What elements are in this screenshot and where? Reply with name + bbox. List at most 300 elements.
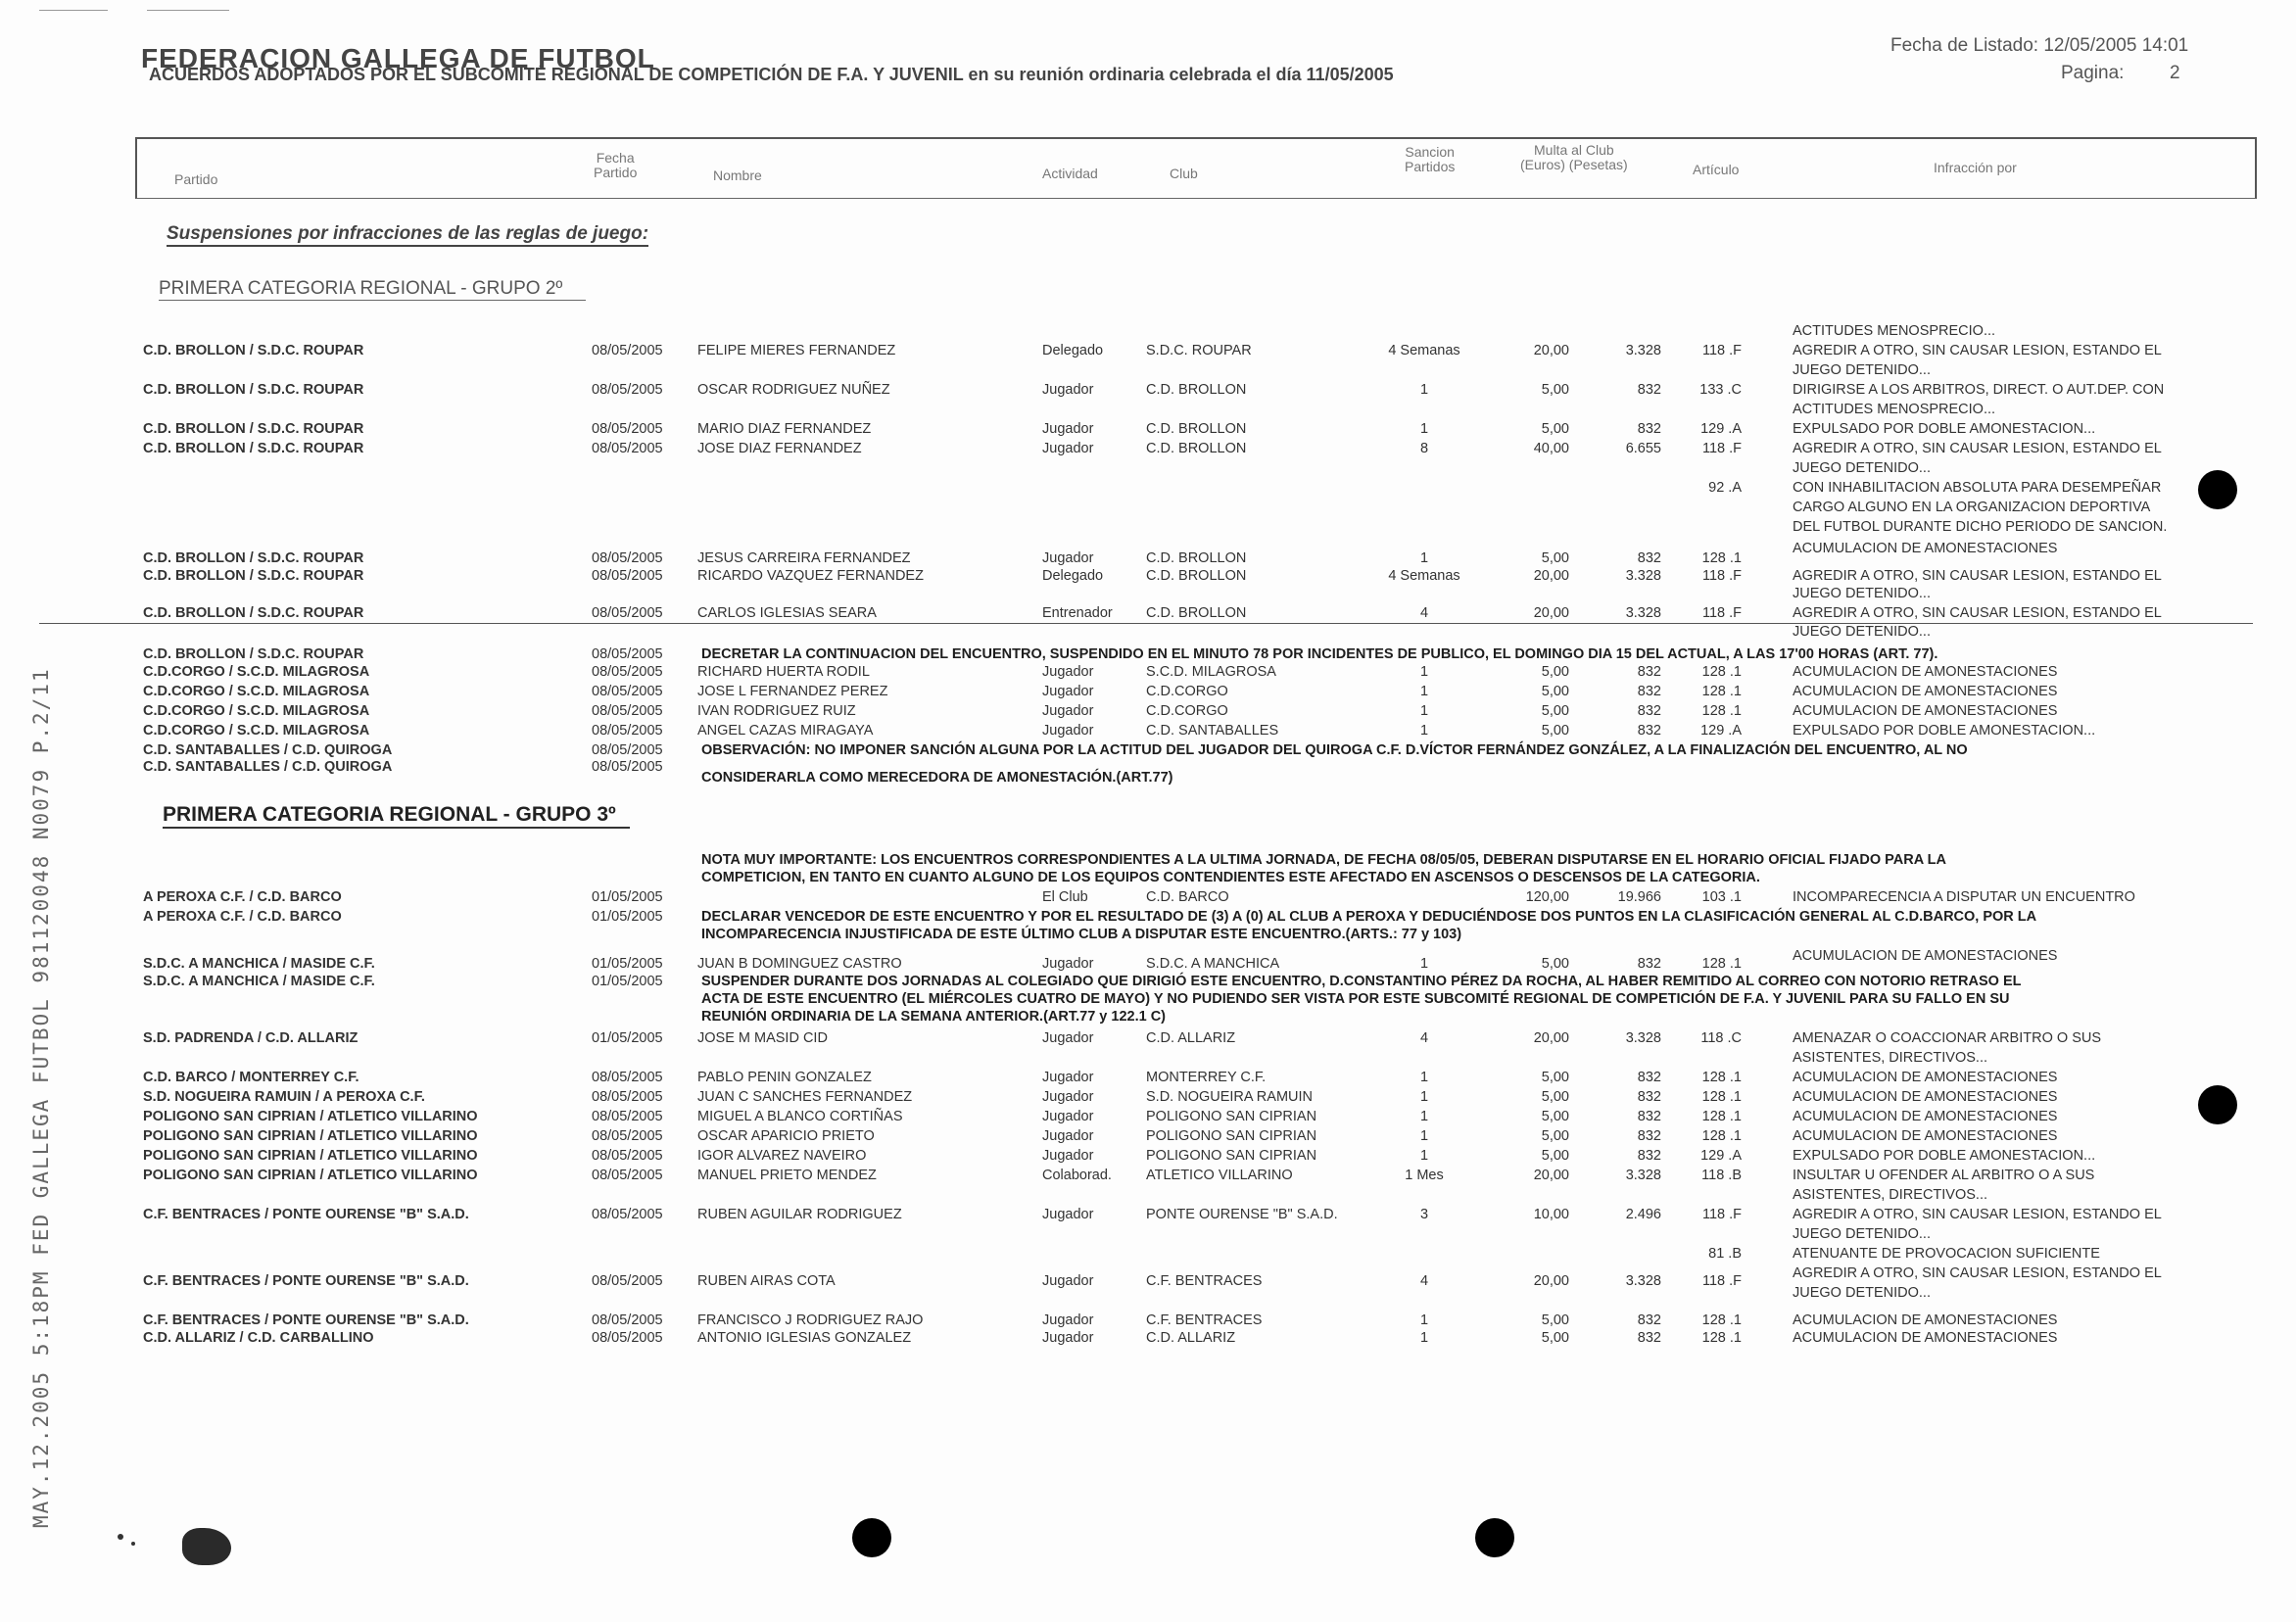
cell-partido: S.D. NOGUEIRA RAMUIN / A PEROXA C.F. <box>143 1089 425 1105</box>
col-fecha-line1: Fecha <box>596 150 635 166</box>
cell-infraccion: AGREDIR A OTRO, SIN CAUSAR LESION, ESTANDO EL <box>1793 441 2162 456</box>
cell-sancion: 1 <box>1419 421 1429 437</box>
cell-articulo: 128 .1 <box>1701 684 1742 699</box>
cell-pesetas: 832 <box>1637 1330 1661 1346</box>
cell-pesetas: 3.328 <box>1625 1168 1661 1183</box>
cell-sancion: 1 <box>1419 664 1429 680</box>
cell-infraccion: INSULTAR U OFENDER AL ARBITRO O A SUS <box>1793 1168 2095 1183</box>
ink-blot <box>182 1528 231 1565</box>
cell-club: C.D. BARCO <box>1146 889 1229 905</box>
cell-infraccion: ACUMULACION DE AMONESTACIONES <box>1793 703 2058 719</box>
cell-fecha: 08/05/2005 <box>592 1128 663 1144</box>
cell-euros: 20,00 <box>1533 568 1569 584</box>
cell-sancion: 1 <box>1419 1148 1429 1164</box>
cell-partido: C.F. BENTRACES / PONTE OURENSE "B" S.A.D. <box>143 1312 469 1328</box>
cell-nombre: MANUEL PRIETO MENDEZ <box>697 1168 877 1183</box>
cell-infraccion: AGREDIR A OTRO, SIN CAUSAR LESION, ESTANDO EL <box>1793 1265 2162 1281</box>
cell-euros: 5,00 <box>1541 664 1569 680</box>
cell-fecha: 08/05/2005 <box>592 703 663 719</box>
cell-actividad: Jugador <box>1042 441 1094 456</box>
cell-fecha: 01/05/2005 <box>592 889 663 905</box>
cell-articulo: 128 .1 <box>1701 1070 1742 1085</box>
cell-nombre: RICARDO VAZQUEZ FERNANDEZ <box>697 568 924 584</box>
cell-infraccion: AGREDIR A OTRO, SIN CAUSAR LESION, ESTANDO EL <box>1793 343 2162 358</box>
cell-infraccion: JUEGO DETENIDO... <box>1793 362 1931 378</box>
cell-partido: C.D. BROLLON / S.D.C. ROUPAR <box>143 343 364 358</box>
cell-articulo: 128 .1 <box>1701 1330 1742 1346</box>
cell-partido: C.D. BROLLON / S.D.C. ROUPAR <box>143 421 364 437</box>
cell-articulo: 103 .1 <box>1701 889 1742 905</box>
cell-club: POLIGONO SAN CIPRIAN <box>1146 1109 1317 1124</box>
cell-infraccion: ACUMULACION DE AMONESTACIONES <box>1793 684 2058 699</box>
cell-infraccion: ACTITUDES MENOSPRECIO... <box>1793 402 1996 417</box>
cell-infraccion: ASISTENTES, DIRECTIVOS... <box>1793 1187 1988 1203</box>
cell-club: C.D.CORGO <box>1146 703 1228 719</box>
cell-fecha: 08/05/2005 <box>592 1109 663 1124</box>
group2-title: PRIMERA CATEGORIA REGIONAL - GRUPO 2º <box>159 278 586 301</box>
cell-partido: S.D.C. A MANCHICA / MASIDE C.F. <box>143 974 375 989</box>
cell-euros: 5,00 <box>1541 382 1569 398</box>
cell-partido: C.D. BROLLON / S.D.C. ROUPAR <box>143 605 364 621</box>
cell-sancion: 1 <box>1419 684 1429 699</box>
cell-pesetas: 832 <box>1637 956 1661 972</box>
col-club: Club <box>1170 166 1198 181</box>
cell-nota: REUNIÓN ORDINARIA DE LA SEMANA ANTERIOR.(ART.77 y 122.1 C) <box>701 1009 1166 1025</box>
cell-infraccion: JUEGO DETENIDO... <box>1793 586 1931 601</box>
cell-actividad: Jugador <box>1042 703 1094 719</box>
cell-partido: C.D.CORGO / S.C.D. MILAGROSA <box>143 664 370 680</box>
cell-actividad: Jugador <box>1042 1148 1094 1164</box>
cell-club: POLIGONO SAN CIPRIAN <box>1146 1148 1317 1164</box>
cell-sancion: 1 <box>1419 382 1429 398</box>
cell-club: ATLETICO VILLARINO <box>1146 1168 1293 1183</box>
cell-pesetas: 832 <box>1637 664 1661 680</box>
cell-euros: 5,00 <box>1541 1089 1569 1105</box>
cell-fecha: 08/05/2005 <box>592 684 663 699</box>
cell-partido: C.D. ALLARIZ / C.D. CARBALLINO <box>143 1330 374 1346</box>
cell-infraccion: ACUMULACION DE AMONESTACIONES <box>1793 1312 2058 1328</box>
cell-euros: 5,00 <box>1541 550 1569 566</box>
cell-partido: POLIGONO SAN CIPRIAN / ATLETICO VILLARINO <box>143 1128 478 1144</box>
cell-nombre: MARIO DIAZ FERNANDEZ <box>697 421 872 437</box>
col-multa-line2: (Euros) (Pesetas) <box>1520 157 1628 172</box>
cell-club: MONTERREY C.F. <box>1146 1070 1267 1085</box>
cell-partido: C.D. BARCO / MONTERREY C.F. <box>143 1070 359 1085</box>
cell-pesetas: 832 <box>1637 684 1661 699</box>
cell-infraccion: CON INHABILITACION ABSOLUTA PARA DESEMPEÑAR <box>1793 480 2162 496</box>
ink-speck <box>118 1534 123 1540</box>
cell-nombre: JUAN B DOMINGUEZ CASTRO <box>697 956 902 972</box>
cell-partido: C.F. BENTRACES / PONTE OURENSE "B" S.A.D. <box>143 1207 469 1222</box>
cell-articulo: 81 .B <box>1708 1246 1742 1262</box>
cell-articulo: 118 .F <box>1701 605 1742 621</box>
cell-sancion: 1 <box>1419 1128 1429 1144</box>
cell-club: C.F. BENTRACES <box>1146 1273 1263 1289</box>
cell-infraccion: ACUMULACION DE AMONESTACIONES <box>1793 541 2058 556</box>
cell-fecha: 08/05/2005 <box>592 664 663 680</box>
cell-infraccion: AGREDIR A OTRO, SIN CAUSAR LESION, ESTANDO EL <box>1793 568 2162 584</box>
cell-pesetas: 832 <box>1637 1312 1661 1328</box>
cell-nombre: CARLOS IGLESIAS SEARA <box>697 605 877 621</box>
cell-nombre: FRANCISCO J RODRIGUEZ RAJO <box>697 1312 924 1328</box>
cell-euros: 20,00 <box>1533 343 1569 358</box>
cell-nombre: RUBEN AIRAS COTA <box>697 1273 836 1289</box>
cell-articulo: 128 .1 <box>1701 956 1742 972</box>
cell-pesetas: 832 <box>1637 1109 1661 1124</box>
cell-infraccion: ACUMULACION DE AMONESTACIONES <box>1793 664 2058 680</box>
cell-actividad: Jugador <box>1042 1273 1094 1289</box>
cell-euros: 20,00 <box>1533 1273 1569 1289</box>
cell-actividad: Jugador <box>1042 1128 1094 1144</box>
cell-club: C.D. BROLLON <box>1146 441 1247 456</box>
cell-club: C.D. ALLARIZ <box>1146 1330 1236 1346</box>
cell-infraccion: AGREDIR A OTRO, SIN CAUSAR LESION, ESTANDO EL <box>1793 605 2162 621</box>
cell-partido: C.D.CORGO / S.C.D. MILAGROSA <box>143 723 370 739</box>
scan-dot <box>2198 470 2237 509</box>
cell-articulo: 128 .1 <box>1701 1128 1742 1144</box>
col-articulo: Artículo <box>1693 162 1740 177</box>
page-subtitle: ACUERDOS ADOPTADOS POR EL SUBCOMITÉ REGIONAL DE COMPETICIÓN DE F.A. Y JUVENIL en su reunión ordinaria celebrada el día 11/05/2005 <box>149 65 1394 84</box>
cell-nota: OBSERVACIÓN: NO IMPONER SANCIÓN ALGUNA POR LA ACTITUD DEL JUGADOR DEL QUIROGA C.F. D.VÍCTOR FERNÁNDEZ GONZÁLEZ, A LA FINALIZACIÓN DEL ENCUENTRO, AL NO <box>701 742 1968 758</box>
cell-sancion: 4 Semanas <box>1388 343 1460 358</box>
cell-articulo: 133 .C <box>1699 382 1742 398</box>
page-label: Pagina: <box>2061 63 2125 83</box>
cell-fecha: 08/05/2005 <box>592 1330 663 1346</box>
cell-euros: 5,00 <box>1541 703 1569 719</box>
cell-fecha: 08/05/2005 <box>592 382 663 398</box>
cell-sancion: 1 <box>1419 1312 1429 1328</box>
cell-partido: S.D. PADRENDA / C.D. ALLARIZ <box>143 1030 359 1046</box>
cell-sancion: 4 <box>1419 1273 1429 1289</box>
cell-pesetas: 832 <box>1637 703 1661 719</box>
cell-nota: INCOMPARECENCIA INJUSTIFICADA DE ESTE ÚLTIMO CLUB A DISPUTAR ESTE ENCUENTRO.(ARTS.: 77 y 103) <box>701 927 1462 942</box>
cell-nota: SUSPENDER DURANTE DOS JORNADAS AL COLEGIADO QUE DIRIGIÓ ESTE ENCUENTRO, D.CONSTANTINO PÉREZ DA ROCHA, AL HABER REMITIDO AL CORREO CON NOTORIO RETRASO EL <box>701 974 2022 989</box>
cell-pesetas: 3.328 <box>1625 343 1661 358</box>
col-multa <box>1520 143 1628 172</box>
page-number <box>2061 63 2180 84</box>
cell-sancion: 4 <box>1419 605 1429 621</box>
cell-actividad: Jugador <box>1042 382 1094 398</box>
cell-club: C.D.CORGO <box>1146 684 1228 699</box>
cell-partido: C.D. SANTABALLES / C.D. QUIROGA <box>143 759 393 775</box>
cell-fecha: 08/05/2005 <box>592 441 663 456</box>
cell-fecha: 08/05/2005 <box>592 1089 663 1105</box>
cell-infraccion: DIRIGIRSE A LOS ARBITROS, DIRECT. O AUT.DEP. CON <box>1793 382 2165 398</box>
cell-sancion: 1 <box>1419 550 1429 566</box>
cell-sancion: 1 <box>1419 1330 1429 1346</box>
cell-pesetas: 3.328 <box>1625 1273 1661 1289</box>
cell-nombre: JESUS CARREIRA FERNANDEZ <box>697 550 911 566</box>
cell-infraccion: JUEGO DETENIDO... <box>1793 1226 1931 1242</box>
cell-euros: 5,00 <box>1541 421 1569 437</box>
cell-actividad: Jugador <box>1042 550 1094 566</box>
cell-fecha: 08/05/2005 <box>592 343 663 358</box>
cell-articulo: 118 .F <box>1701 441 1742 456</box>
cell-sancion: 4 Semanas <box>1388 568 1460 584</box>
cell-sancion: 1 Mes <box>1405 1168 1444 1183</box>
col-sancion-line1: Sancion <box>1405 144 1455 160</box>
scan-dot <box>1475 1518 1514 1557</box>
cell-actividad: Colaborad. <box>1042 1168 1112 1183</box>
fax-stamp: MAY.12.2005 5:18PM FED GALLEGA FUTBOL 981120048 N0079 P.2/11 <box>29 667 53 1528</box>
cell-actividad: Jugador <box>1042 664 1094 680</box>
cell-club: C.D. SANTABALLES <box>1146 723 1279 739</box>
cell-partido: C.D. BROLLON / S.D.C. ROUPAR <box>143 646 364 662</box>
cell-partido: C.D. SANTABALLES / C.D. QUIROGA <box>143 742 393 758</box>
cell-infraccion: EXPULSADO POR DOBLE AMONESTACION... <box>1793 1148 2096 1164</box>
cell-infraccion: DEL FUTBOL DURANTE DICHO PERIODO DE SANCION. <box>1793 519 2168 535</box>
cell-articulo: 118 .F <box>1701 1207 1742 1222</box>
col-multa-line1: Multa al Club <box>1534 142 1614 158</box>
cell-pesetas: 3.328 <box>1625 1030 1661 1046</box>
cell-fecha: 08/05/2005 <box>592 1148 663 1164</box>
cell-partido: C.D.CORGO / S.C.D. MILAGROSA <box>143 703 370 719</box>
cell-fecha: 08/05/2005 <box>592 1207 663 1222</box>
cell-infraccion: ASISTENTES, DIRECTIVOS... <box>1793 1050 1988 1066</box>
cell-actividad: Entrenador <box>1042 605 1113 621</box>
cell-club: C.F. BENTRACES <box>1146 1312 1263 1328</box>
cell-club: S.D.C. A MANCHICA <box>1146 956 1280 972</box>
cell-articulo: 128 .1 <box>1701 1109 1742 1124</box>
col-sancion <box>1405 145 1455 174</box>
cell-fecha: 08/05/2005 <box>592 550 663 566</box>
cell-pesetas: 832 <box>1637 1089 1661 1105</box>
cell-infraccion: INCOMPARECENCIA A DISPUTAR UN ENCUENTRO <box>1793 889 2135 905</box>
listing-date: Fecha de Listado: 12/05/2005 14:01 <box>1890 35 2189 56</box>
cell-nombre: RICHARD HUERTA RODIL <box>697 664 870 680</box>
cell-club: C.D. BROLLON <box>1146 605 1247 621</box>
cell-fecha: 08/05/2005 <box>592 605 663 621</box>
cell-actividad: Jugador <box>1042 1070 1094 1085</box>
cell-sancion: 4 <box>1419 1030 1429 1046</box>
cell-sancion: 1 <box>1419 1070 1429 1085</box>
col-nombre: Nombre <box>713 167 762 183</box>
cell-actividad: Jugador <box>1042 1312 1094 1328</box>
cell-club: S.D.C. ROUPAR <box>1146 343 1252 358</box>
cell-actividad: Jugador <box>1042 684 1094 699</box>
cell-articulo: 128 .1 <box>1701 1312 1742 1328</box>
cell-actividad: Delegado <box>1042 568 1104 584</box>
cell-pesetas: 3.328 <box>1625 605 1661 621</box>
cell-infraccion: ACUMULACION DE AMONESTACIONES <box>1793 1330 2058 1346</box>
cell-fecha: 01/05/2005 <box>592 1030 663 1046</box>
cell-euros: 5,00 <box>1541 1070 1569 1085</box>
cell-nombre: OSCAR APARICIO PRIETO <box>697 1128 875 1144</box>
cell-pesetas: 832 <box>1637 550 1661 566</box>
cell-pesetas: 832 <box>1637 382 1661 398</box>
cell-nombre: OSCAR RODRIGUEZ NUÑEZ <box>697 382 890 398</box>
cell-nombre: JOSE M MASID CID <box>697 1030 828 1046</box>
cell-fecha: 01/05/2005 <box>592 909 663 925</box>
cell-articulo: 118 .F <box>1701 1273 1742 1289</box>
cell-partido: C.F. BENTRACES / PONTE OURENSE "B" S.A.D. <box>143 1273 469 1289</box>
cell-articulo: 128 .1 <box>1701 550 1742 566</box>
cell-nombre: JOSE L FERNANDEZ PEREZ <box>697 684 888 699</box>
cell-fecha: 08/05/2005 <box>592 568 663 584</box>
cell-nombre: FELIPE MIERES FERNANDEZ <box>697 343 896 358</box>
group3-title: PRIMERA CATEGORIA REGIONAL - GRUPO 3º <box>163 803 630 829</box>
cell-infraccion: ACUMULACION DE AMONESTACIONES <box>1793 1128 2058 1144</box>
cell-nombre: IGOR ALVAREZ NAVEIRO <box>697 1148 867 1164</box>
cell-euros: 5,00 <box>1541 1330 1569 1346</box>
cell-pesetas: 2.496 <box>1625 1207 1661 1222</box>
cell-infraccion: ACUMULACION DE AMONESTACIONES <box>1793 1070 2058 1085</box>
cell-articulo: 92 .A <box>1708 480 1742 496</box>
cell-euros: 20,00 <box>1533 1030 1569 1046</box>
col-sancion-line2: Partidos <box>1405 159 1456 174</box>
cell-fecha: 08/05/2005 <box>592 1273 663 1289</box>
cell-club: C.D. BROLLON <box>1146 382 1247 398</box>
cell-sancion: 8 <box>1419 441 1429 456</box>
scan-dot <box>2198 1085 2237 1124</box>
cell-fecha: 08/05/2005 <box>592 759 663 775</box>
cell-euros: 5,00 <box>1541 1148 1569 1164</box>
cell-infraccion: ACTITUDES MENOSPRECIO... <box>1793 323 1996 339</box>
cell-nota: COMPETICION, EN TANTO EN CUANTO ALGUNO DE LOS EQUIPOS CONTENDIENTES ESTE AFECTADO EN ASCENSOS O DESCENSOS DE LA CATEGORIA. <box>701 870 1760 885</box>
cell-partido: POLIGONO SAN CIPRIAN / ATLETICO VILLARINO <box>143 1109 478 1124</box>
cell-euros: 120,00 <box>1525 889 1569 905</box>
cell-actividad: Jugador <box>1042 421 1094 437</box>
cell-infraccion: ACUMULACION DE AMONESTACIONES <box>1793 948 2058 964</box>
cell-fecha: 08/05/2005 <box>592 742 663 758</box>
cell-fecha: 08/05/2005 <box>592 1312 663 1328</box>
cell-pesetas: 832 <box>1637 1070 1661 1085</box>
cell-pesetas: 19.966 <box>1617 889 1661 905</box>
cell-nota: ACTA DE ESTE ENCUENTRO (EL MIÉRCOLES CUATRO DE MAYO) Y NO PUDIENDO SER VISTA POR ESTE SUBCOMITÉ REGIONAL DE COMPETICIÓN DE F.A. Y JUVENIL PARA SU FALLO EN SU <box>701 991 2010 1007</box>
cell-euros: 10,00 <box>1533 1207 1569 1222</box>
cell-articulo: 129 .A <box>1700 723 1742 739</box>
cell-nombre: MIGUEL A BLANCO CORTIÑAS <box>697 1109 903 1124</box>
cell-pesetas: 832 <box>1637 1148 1661 1164</box>
ink-speck <box>131 1542 135 1546</box>
cell-actividad: Jugador <box>1042 1207 1094 1222</box>
cell-infraccion: CARGO ALGUNO EN LA ORGANIZACION DEPORTIVA <box>1793 500 2151 515</box>
cell-sancion: 1 <box>1419 723 1429 739</box>
cell-articulo: 118 .C <box>1700 1030 1742 1046</box>
cell-pesetas: 832 <box>1637 421 1661 437</box>
cell-infraccion: ATENUANTE DE PROVOCACION SUFICIENTE <box>1793 1246 2100 1262</box>
cell-club: POLIGONO SAN CIPRIAN <box>1146 1128 1317 1144</box>
cell-fecha: 08/05/2005 <box>592 1070 663 1085</box>
cell-nota: DECLARAR VENCEDOR DE ESTE ENCUENTRO Y POR EL RESULTADO DE (3) A (0) AL CLUB A PEROXA Y DEDUCIÉNDOSE DOS PUNTOS EN LA CLASIFICACIÓN GENERAL AL C.D.BARCO, POR LA <box>701 909 2037 925</box>
cell-euros: 5,00 <box>1541 956 1569 972</box>
scan-artifact-line <box>147 10 229 11</box>
cell-infraccion: ACUMULACION DE AMONESTACIONES <box>1793 1089 2058 1105</box>
col-fecha <box>594 151 637 180</box>
cell-euros: 20,00 <box>1533 605 1569 621</box>
cell-euros: 5,00 <box>1541 1312 1569 1328</box>
scan-artifact-line <box>39 10 108 11</box>
cell-articulo: 129 .A <box>1700 421 1742 437</box>
cell-fecha: 08/05/2005 <box>592 723 663 739</box>
cell-club: C.D. BROLLON <box>1146 550 1247 566</box>
cell-pesetas: 832 <box>1637 723 1661 739</box>
cell-nombre: ANGEL CAZAS MIRAGAYA <box>697 723 874 739</box>
cell-articulo: 118 .F <box>1701 343 1742 358</box>
cell-nombre: JUAN C SANCHES FERNANDEZ <box>697 1089 913 1105</box>
cell-articulo: 128 .1 <box>1701 1089 1742 1105</box>
cell-articulo: 118 .B <box>1701 1168 1742 1183</box>
cell-partido: A PEROXA C.F. / C.D. BARCO <box>143 889 342 905</box>
cell-pesetas: 6.655 <box>1625 441 1661 456</box>
cell-actividad: Jugador <box>1042 1030 1094 1046</box>
cell-actividad: Jugador <box>1042 1109 1094 1124</box>
cell-actividad: Jugador <box>1042 723 1094 739</box>
cell-euros: 40,00 <box>1533 441 1569 456</box>
cell-club: C.D. BROLLON <box>1146 568 1247 584</box>
cell-articulo: 128 .1 <box>1701 703 1742 719</box>
cell-partido: C.D. BROLLON / S.D.C. ROUPAR <box>143 568 364 584</box>
cell-nombre: RUBEN AGUILAR RODRIGUEZ <box>697 1207 902 1222</box>
cell-actividad: Jugador <box>1042 1089 1094 1105</box>
cell-fecha: 01/05/2005 <box>592 974 663 989</box>
cell-pesetas: 832 <box>1637 1128 1661 1144</box>
cell-fecha: 01/05/2005 <box>592 956 663 972</box>
cell-sancion: 1 <box>1419 956 1429 972</box>
cell-nombre: PABLO PENIN GONZALEZ <box>697 1070 872 1085</box>
col-partido: Partido <box>174 171 218 187</box>
cell-actividad: Delegado <box>1042 343 1104 358</box>
cell-infraccion: AMENAZAR O COACCIONAR ARBITRO O SUS <box>1793 1030 2102 1046</box>
cell-infraccion: EXPULSADO POR DOBLE AMONESTACION... <box>1793 723 2096 739</box>
cell-club: S.C.D. MILAGROSA <box>1146 664 1276 680</box>
cell-actividad: El Club <box>1042 889 1088 905</box>
cell-fecha: 08/05/2005 <box>592 421 663 437</box>
cell-euros: 5,00 <box>1541 723 1569 739</box>
cell-euros: 5,00 <box>1541 1128 1569 1144</box>
cell-sancion: 3 <box>1419 1207 1429 1222</box>
cell-partido: POLIGONO SAN CIPRIAN / ATLETICO VILLARINO <box>143 1168 478 1183</box>
cell-articulo: 129 .A <box>1700 1148 1742 1164</box>
cell-articulo: 118 .F <box>1701 568 1742 584</box>
cell-partido: A PEROXA C.F. / C.D. BARCO <box>143 909 342 925</box>
cell-articulo: 128 .1 <box>1701 664 1742 680</box>
cell-infraccion: JUEGO DETENIDO... <box>1793 460 1931 476</box>
cell-nota: NOTA MUY IMPORTANTE: LOS ENCUENTROS CORRESPONDIENTES A LA ULTIMA JORNADA, DE FECHA 08/05/05, DEBERAN DISPUTARSE EN EL HORARIO OFICIAL FIJADO PARA LA <box>701 852 1946 868</box>
cell-pesetas: 3.328 <box>1625 568 1661 584</box>
cell-infraccion: ACUMULACION DE AMONESTACIONES <box>1793 1109 2058 1124</box>
cell-sancion: 1 <box>1419 703 1429 719</box>
col-actividad: Actividad <box>1042 166 1098 181</box>
cell-club: PONTE OURENSE "B" S.A.D. <box>1146 1207 1338 1222</box>
column-header-box <box>135 137 2257 199</box>
scan-dot <box>852 1518 891 1557</box>
cell-infraccion: JUEGO DETENIDO... <box>1793 624 1931 640</box>
cell-actividad: Jugador <box>1042 1330 1094 1346</box>
page-title: FEDERACION GALLEGA DE FUTBOL <box>141 43 655 73</box>
cell-sancion: 1 <box>1419 1089 1429 1105</box>
cell-infraccion: EXPULSADO POR DOBLE AMONESTACION... <box>1793 421 2096 437</box>
cell-club: C.D. ALLARIZ <box>1146 1030 1236 1046</box>
cell-actividad: Jugador <box>1042 956 1094 972</box>
cell-nombre: ANTONIO IGLESIAS GONZALEZ <box>697 1330 912 1346</box>
cell-partido: C.D.CORGO / S.C.D. MILAGROSA <box>143 684 370 699</box>
section-suspensiones: Suspensiones por infracciones de las reglas de juego: <box>167 223 648 247</box>
cell-infraccion: AGREDIR A OTRO, SIN CAUSAR LESION, ESTANDO EL <box>1793 1207 2162 1222</box>
cell-club: S.D. NOGUEIRA RAMUIN <box>1146 1089 1313 1105</box>
col-infraccion: Infracción por <box>1934 160 2017 175</box>
cell-partido: S.D.C. A MANCHICA / MASIDE C.F. <box>143 956 375 972</box>
cell-euros: 20,00 <box>1533 1168 1569 1183</box>
cell-fecha: 08/05/2005 <box>592 646 663 662</box>
cell-nota: CONSIDERARLA COMO MERECEDORA DE AMONESTACIÓN.(ART.77) <box>701 770 1173 786</box>
cell-partido: C.D. BROLLON / S.D.C. ROUPAR <box>143 382 364 398</box>
cell-nombre: JOSE DIAZ FERNANDEZ <box>697 441 862 456</box>
cell-euros: 5,00 <box>1541 684 1569 699</box>
cell-partido: POLIGONO SAN CIPRIAN / ATLETICO VILLARINO <box>143 1148 478 1164</box>
page-value: 2 <box>2170 63 2180 83</box>
cell-infraccion: JUEGO DETENIDO... <box>1793 1285 1931 1301</box>
